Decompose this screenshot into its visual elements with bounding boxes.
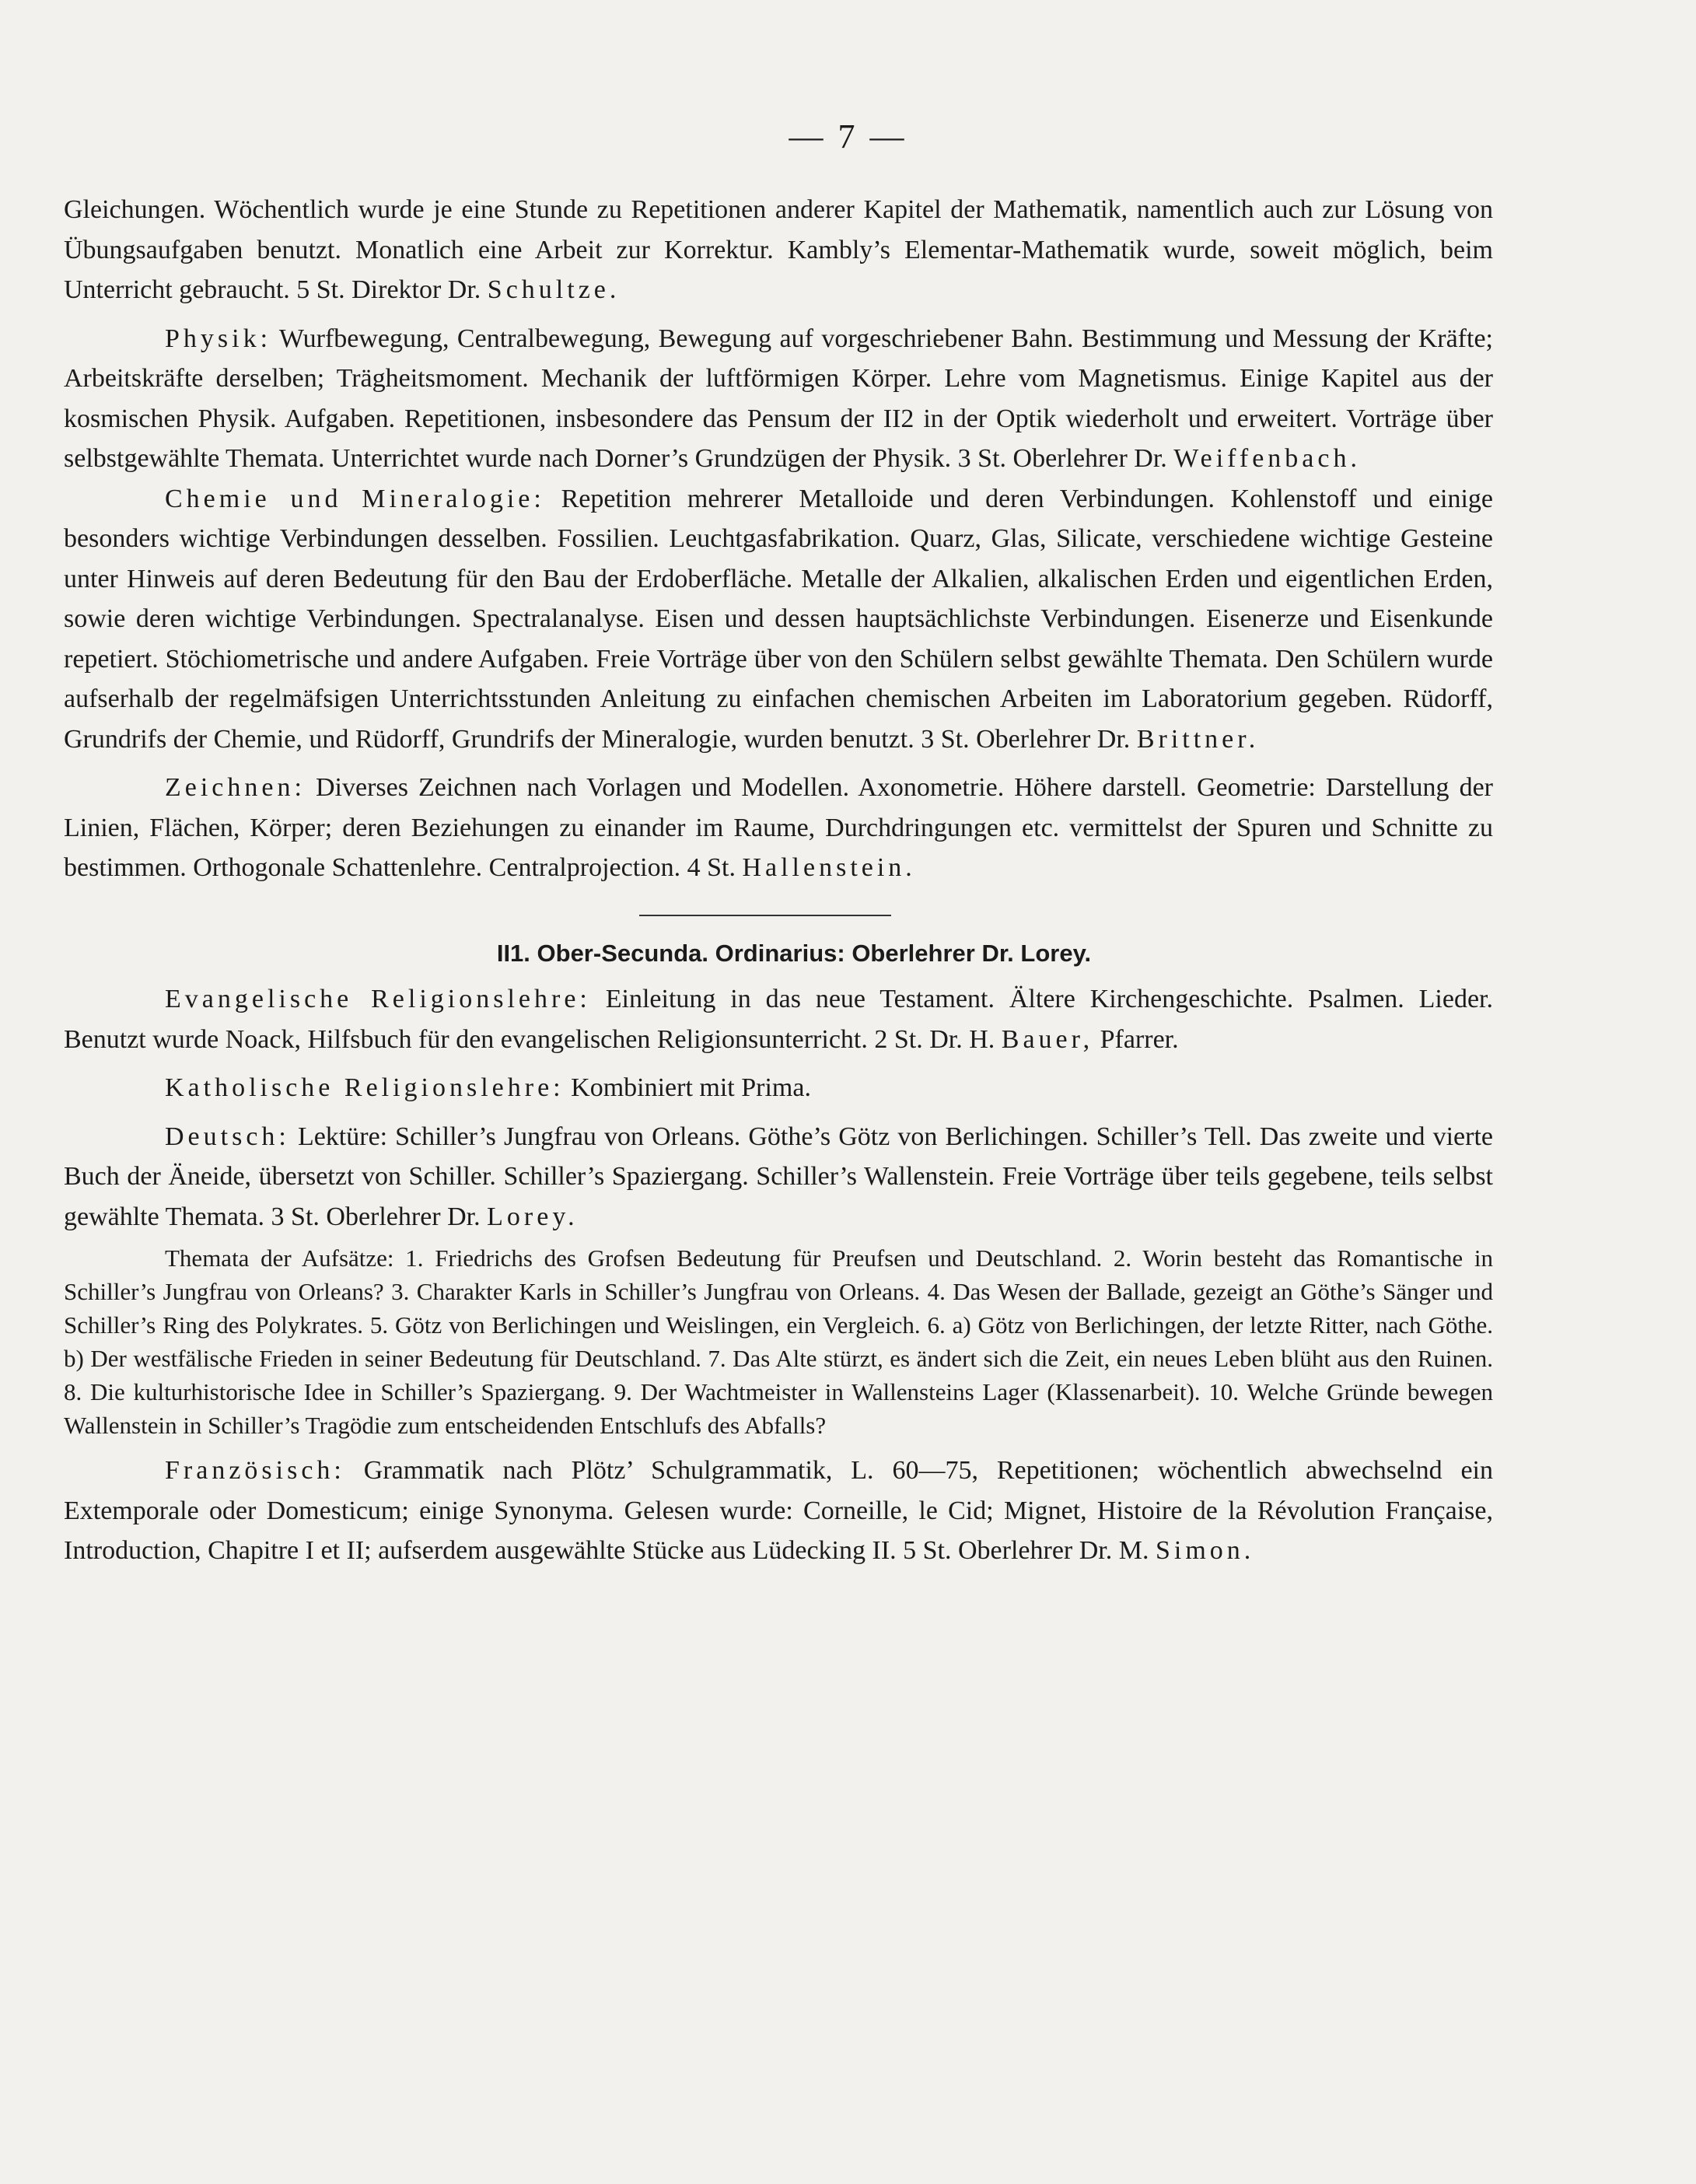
ev-religion-paragraph	[64, 979, 1493, 1059]
paragraph-text: Repetition mehrerer Metalloide und deren Verbindungen. Kohlenstoff und einige besonders wichtige Verbindungen desselben. Fossilien. Leuchtgasfabrikation. Quarz, Glas, Silicate, verschiedene wichtige Gesteine unter Hinweis auf deren Bedeutung für den Bau der Erdoberfläche. Metalle der Alkalien, alkalischen Erden und eigentlichen Erden, sowie deren wichtige Verbindungen. Spectralanalyse. Eisen und dessen hauptsächlichste Verbindungen. Eisenerze und Eisenkunde repetiert. Stöchiometrische und andere Aufgaben. Freie Vorträge über von den Schülern selbst gewählte Themata. Den Schülern wurde aufserhalb der regelmäfsigen Unterrichtsstunden Anleitung zu einfachen chemischen Arbeiten im Laboratorium gegeben. Rüdorff, Grundrifs der Chemie, und Rüdorff, Grundrifs der Mineralogie, wurden benutzt. 3 St. Oberlehrer Dr.	[64, 484, 1493, 754]
subject-label: Evangelische Religionslehre:	[165, 985, 591, 1013]
chemie-paragraph	[64, 479, 1493, 760]
paragraph-text: Diverses Zeichnen nach Vorlagen und Modellen. Axonometrie. Höhere darstell. Geometrie: Darstellung der Linien, Flächen, Körper; deren Beziehungen zu einander im Raume, Durchdringungen etc. vermittelst der Spuren und Schnitte zu bestimmen. Orthogonale Schattenlehre. Centralprojection. 4 St.	[64, 773, 1494, 882]
paragraph-text: Lektüre: Schiller’s Jungfrau von Orleans. Göthe’s Götz von Berlichingen. Schiller’s Tell. Das zweite und vierte Buch der Äneide, übersetzt von Schiller. Schiller’s Spaziergang. Schiller’s Wallenstein. Freie Vorträge über teils gegebene, teils selbst gewählte Themata. 3 St. Oberlehrer Dr.	[64, 1122, 1493, 1231]
paragraph-text: Grammatik nach Plötz’ Schulgrammatik, L. 60—75, Repetitionen; wöchentlich abwechselnd ein Extemporale oder Domesticum; einige Synonyma. Gelesen wurde: Corneille, le Cid; Mignet, Histoire de la Révolution Française, Introduction, Chapitre I et II; aufserdem ausgewählte Stücke aus Lüdecking II. 5 St. Oberlehrer Dr. M.	[64, 1456, 1494, 1565]
subject-label: Französisch:	[165, 1456, 345, 1485]
aufsaetze-list: Themata der Aufsätze: 1. Friedrichs des Grofsen Bedeutung für Preufsen und Deutschland. 2. Worin besteht das Romantische in Schiller’s Jungfrau von Orleans? 3. Charakter Karls in Schiller’s Jungfrau von Orleans. 4. Das Wesen der Ballade, gezeigt an Göthe’s Sänger und Schiller’s Ring des Polykrates. 5. Götz von Berlichingen und Weislingen, ein Vergleich. 6. a) Götz von Berlichingen, der letzte Ritter, nach Göthe. b) Der westfälische Frieden in seiner Bedeutung für Deutschland. 7. Das Alte stürzt, es ändert sich die Zeit, ein neues Leben blüht aus den Ruinen. 8. Die kulturhistorische Idee in Schiller’s Spaziergang. 9. Der Wachtmeister in Wallensteins Lager (Klassenarbeit). 10. Welche Gründe bewegen Wallenstein in Schiller’s Tragödie zum entscheidenden Entschlufs des Abfalls?	[64, 1244, 1493, 1439]
teacher-name: Bauer,	[1001, 1024, 1094, 1054]
subject-label: Physik:	[165, 324, 272, 353]
subject-label: Deutsch:	[165, 1122, 290, 1151]
paragraph-text: Wurfbewegung, Centralbewegung, Bewegung auf vorgeschriebener Bahn. Bestimmung und Messung der Kräfte; Arbeitskräfte derselben; Trägheitsmoment. Mechanik der luftförmigen Körper. Lehre vom Magnetismus. Einige Kapitel aus der kosmischen Physik. Aufgaben. Repetitionen, insbesondere das Pensum der II2 in der Optik wiederholt und erweitert. Vorträge über selbstgewählte Themata. Unterrichtet wurde nach Dorner’s Grundzügen der Physik. 3 St. Oberlehrer Dr.	[64, 324, 1493, 473]
teacher-name: Lorey.	[487, 1202, 579, 1231]
kath-religion-paragraph	[64, 1068, 1493, 1108]
mathematik-continuation	[64, 190, 1493, 310]
zeichnen-paragraph	[64, 768, 1493, 888]
page-number: — 7 —	[789, 117, 907, 156]
teacher-name: Hallenstein.	[742, 853, 916, 882]
paragraph-text: Gleichungen. Wöchentlich wurde je eine Stunde zu Repetitionen anderer Kapitel der Mathematik, namentlich auch zur Lösung von Übungsaufgaben benutzt. Monatlich eine Arbeit zur Korrektur. Kambly’s Elementar-Mathematik wurde, soweit möglich, beim Unterricht gebraucht. 5 St. Direktor Dr.	[64, 195, 1493, 304]
franzoesisch-paragraph	[64, 1451, 1493, 1571]
subject-label: Chemie und Mineralogie:	[165, 484, 545, 513]
teacher-name: Schultze.	[487, 275, 621, 304]
section-divider	[639, 915, 891, 916]
teacher-name: Weiffenbach.	[1173, 444, 1361, 473]
subject-label: Zeichnen:	[165, 773, 306, 802]
deutsch-paragraph	[64, 1117, 1493, 1237]
teacher-name: Simon.	[1155, 1536, 1255, 1565]
physik-paragraph	[64, 319, 1493, 479]
teacher-name: Brittner.	[1136, 724, 1260, 754]
paragraph-text: Einleitung in das neue Testament. Ältere Kirchengeschichte. Psalmen. Lieder. Benutzt wurde Noack, Hilfsbuch für den evangelischen Religionsunterricht. 2 St. Dr. H.	[64, 985, 1494, 1054]
subject-label: Katholische Religionslehre:	[165, 1073, 565, 1102]
teacher-title: Pfarrer.	[1100, 1024, 1179, 1054]
section-heading: II1. Ober-Secunda. Ordinarius: Oberlehrer Dr. Lorey.	[496, 939, 1092, 967]
page-body	[64, 190, 1493, 1571]
paragraph-text: Kombiniert mit Prima.	[571, 1073, 811, 1102]
